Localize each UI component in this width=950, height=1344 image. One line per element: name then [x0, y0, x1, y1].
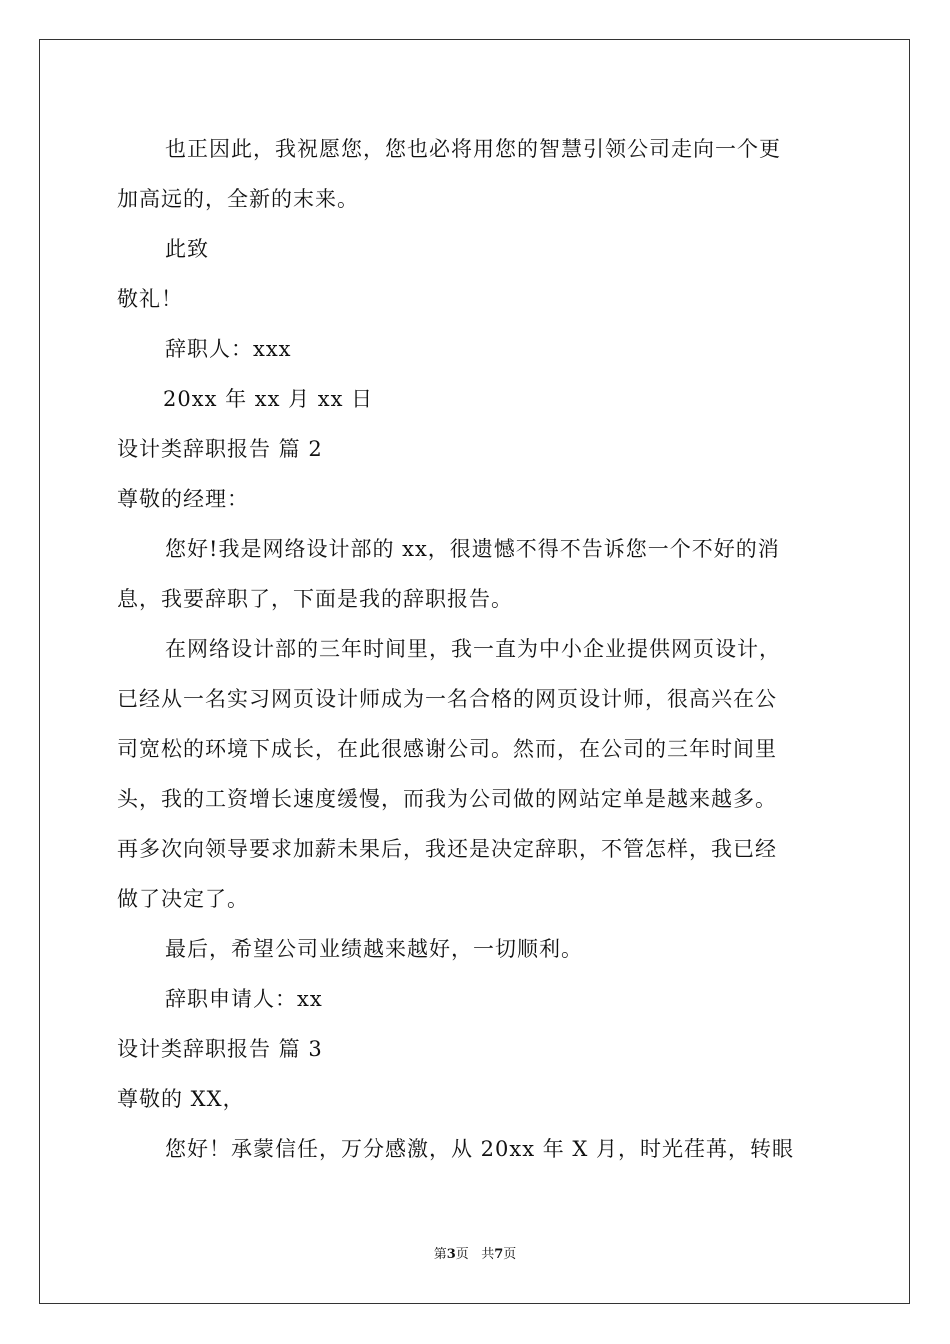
page-unit: 页: [455, 1247, 469, 1262]
paragraph-line: 做了决定了。: [117, 887, 249, 911]
paragraph-line: 头，我的工资增长速度缓慢，而我为公司做的网站定单是越来越多。: [117, 787, 777, 811]
page-frame: [39, 39, 910, 1304]
page-footer: [0, 1246, 950, 1264]
page-current: 3: [446, 1247, 456, 1262]
paragraph-line: 司宽松的环境下成长，在此很感谢公司。然而，在公司的三年时间里: [117, 737, 777, 761]
date-line: 20xx 年 xx 月 xx 日: [163, 387, 374, 411]
total-unit: 页: [503, 1247, 517, 1262]
signer-line: 辞职申请人：xx: [165, 987, 323, 1011]
greeting-line: 尊敬的 XX，: [117, 1087, 245, 1111]
section-heading: 设计类辞职报告 篇 2: [117, 437, 323, 461]
paragraph-line: 息，我要辞职了，下面是我的辞职报告。: [117, 587, 513, 611]
paragraph-line: 加高远的，全新的末来。: [117, 187, 359, 211]
greeting-line: 尊敬的经理：: [117, 487, 249, 511]
paragraph-line: 已经从一名实习网页设计师成为一名合格的网页设计师，很高兴在公: [117, 687, 777, 711]
closing-salutation: 此致: [165, 237, 209, 261]
paragraph-line: 您好!我是网络设计部的 xx，很遗憾不得不告诉您一个不好的消: [165, 537, 780, 561]
closing-respect: 敬礼！: [117, 287, 183, 311]
paragraph-line: 您好！承蒙信任，万分感激，从 20xx 年 X 月，时光荏苒，转眼: [165, 1137, 795, 1161]
page-prefix: 第: [433, 1247, 447, 1262]
section-heading: 设计类辞职报告 篇 3: [117, 1037, 323, 1061]
paragraph-line: 在网络设计部的三年时间里，我一直为中小企业提供网页设计，: [165, 637, 781, 661]
total-prefix: 共: [481, 1247, 495, 1262]
paragraph-line: 也正因此，我祝愿您，您也必将用您的智慧引领公司走向一个更: [165, 137, 781, 161]
paragraph-line: 再多次向领导要求加薪未果后，我还是决定辞职，不管怎样，我已经: [117, 837, 777, 861]
paragraph-line: 最后，希望公司业绩越来越好，一切顺利。: [165, 937, 583, 961]
signer-line: 辞职人：xxx: [165, 337, 292, 361]
page-total: 7: [494, 1247, 504, 1262]
